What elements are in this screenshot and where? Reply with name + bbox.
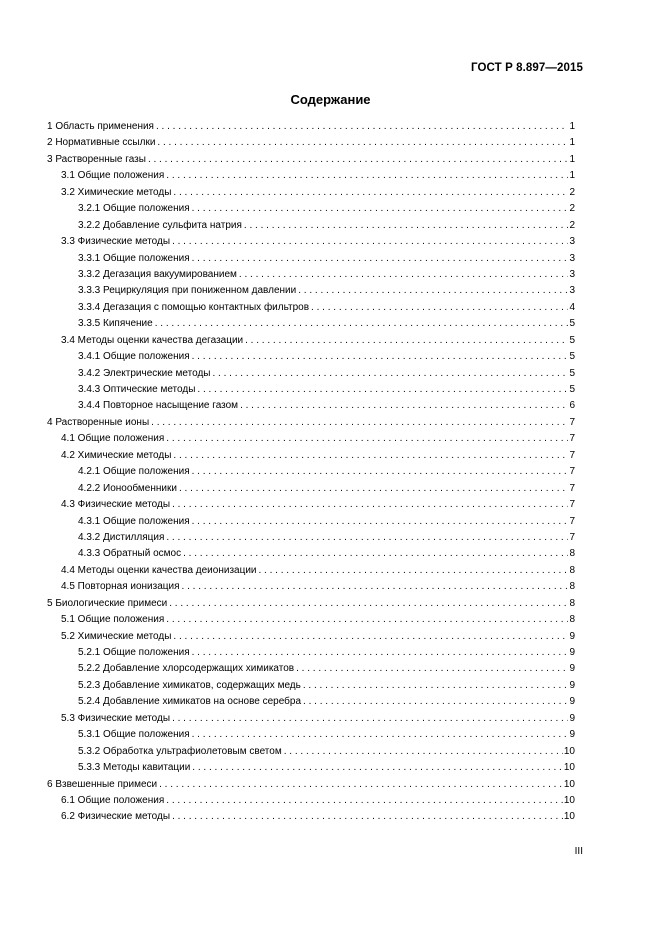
toc-entry-label: 3.2 Химические методы [61, 186, 172, 198]
toc-entry[interactable] [47, 727, 575, 743]
toc-entry-label: 4.3.3 Обратный осмос [78, 548, 182, 560]
toc-entry-page: 2 [569, 203, 575, 215]
toc-entry-page: 5 [569, 384, 575, 395]
toc-dot-leader [192, 727, 569, 743]
toc-entry-label: 6 Взвешенные примеси [47, 778, 158, 790]
toc-entry[interactable] [47, 530, 575, 546]
toc-entry-label: 4.2.1 Общие положения [78, 466, 190, 478]
toc-dot-leader [192, 645, 569, 661]
toc-entry-page: 7 [569, 482, 575, 494]
toc-entry[interactable] [47, 119, 575, 135]
toc-dot-leader [172, 497, 568, 513]
toc-entry[interactable] [47, 349, 575, 365]
toc-entry[interactable] [47, 464, 575, 480]
toc-dot-leader [155, 316, 569, 332]
toc-entry-label: 5.3.3 Методы кавитации [78, 762, 191, 774]
toc-dot-leader [173, 185, 568, 201]
toc-entry[interactable] [47, 168, 575, 184]
page-number: III [574, 846, 583, 857]
toc-entry[interactable] [47, 366, 575, 382]
toc-dot-leader [240, 398, 568, 414]
toc-entry-label: 4.3 Физические методы [61, 499, 171, 511]
table-of-contents [47, 119, 575, 826]
toc-entry[interactable] [47, 431, 575, 447]
toc-entry[interactable] [47, 645, 575, 661]
toc-dot-leader [173, 629, 568, 645]
toc-entry-page: 10 [563, 811, 575, 823]
toc-entry-page: 10 [563, 794, 575, 806]
toc-entry-page: 9 [569, 679, 575, 691]
toc-entry-label: 5.2.2 Добавление хлорсодержащих химикатов [78, 663, 295, 675]
toc-entry-page: 7 [569, 531, 575, 543]
toc-entry[interactable] [47, 711, 575, 727]
toc-entry-page: 1 [569, 170, 575, 182]
toc-dot-leader [183, 546, 568, 562]
toc-dot-leader [182, 579, 569, 595]
toc-entry[interactable] [47, 612, 575, 628]
toc-dot-leader [284, 744, 563, 760]
toc-entry-label: 3.3.1 Общие положения [78, 252, 190, 264]
toc-entry-page: 2 [569, 186, 575, 198]
toc-entry[interactable] [47, 629, 575, 645]
toc-entry-page: 7 [569, 466, 575, 478]
toc-entry-page: 3 [569, 285, 575, 297]
toc-entry[interactable] [47, 744, 575, 760]
toc-dot-leader [166, 612, 568, 628]
toc-dot-leader [151, 415, 568, 431]
toc-entry[interactable] [47, 563, 575, 579]
toc-entry-label: 3.4.4 Повторное насыщение газом [78, 400, 239, 412]
toc-entry[interactable] [47, 283, 575, 299]
toc-dot-leader [172, 234, 568, 250]
toc-entry-page: 9 [569, 729, 575, 741]
toc-entry-page: 8 [569, 564, 575, 576]
toc-entry-page: 9 [569, 663, 575, 675]
toc-entry-label: 5.1 Общие положения [61, 614, 165, 626]
toc-entry-label: 3 Растворенные газы [47, 153, 146, 165]
toc-entry[interactable] [47, 135, 575, 151]
toc-entry[interactable] [47, 777, 575, 793]
toc-title: Содержание [290, 92, 371, 107]
toc-entry-page: 9 [569, 712, 575, 724]
toc-entry[interactable] [47, 234, 575, 250]
toc-dot-leader [213, 366, 569, 382]
toc-entry-label: 2 Нормативные ссылки [47, 137, 156, 149]
toc-entry[interactable] [47, 579, 575, 595]
toc-entry[interactable] [47, 596, 575, 612]
toc-entry[interactable] [47, 661, 575, 677]
toc-dot-leader [157, 135, 568, 151]
toc-entry-page: 7 [569, 433, 575, 445]
toc-dot-leader [303, 678, 569, 694]
toc-entry[interactable] [47, 678, 575, 694]
document-code: ГОСТ Р 8.897—2015 [471, 62, 583, 74]
toc-dot-leader [245, 333, 568, 349]
toc-entry-label: 3.4.2 Электрические методы [78, 367, 211, 379]
toc-entry[interactable] [47, 760, 575, 776]
toc-entry[interactable] [47, 316, 575, 332]
toc-dot-leader [166, 431, 568, 447]
toc-entry-label: 3.3 Физические методы [61, 236, 171, 248]
toc-entry-page: 7 [569, 416, 575, 428]
toc-dot-leader [179, 481, 568, 497]
toc-entry-page: 5 [569, 351, 575, 363]
toc-dot-leader [298, 283, 568, 299]
toc-entry-page: 2 [569, 219, 575, 231]
toc-entry-page: 9 [569, 696, 575, 708]
toc-dot-leader [192, 514, 569, 530]
toc-entry[interactable] [47, 398, 575, 414]
toc-dot-leader [166, 793, 563, 809]
toc-entry-label: 5.3.2 Обработка ультрафиолетовым светом [78, 745, 282, 757]
toc-dot-leader [172, 711, 568, 727]
toc-entry-label: 6.1 Общие положения [61, 794, 165, 806]
toc-entry-page: 3 [569, 236, 575, 248]
toc-entry-label: 4.3.2 Дистилляция [78, 531, 165, 543]
toc-entry-page: 8 [569, 548, 575, 560]
toc-entry-label: 4 Растворенные ионы [47, 416, 150, 428]
toc-entry-label: 4.4 Методы оценки качества деионизации [61, 564, 257, 576]
toc-entry-page: 5 [569, 367, 575, 379]
toc-entry-page: 10 [563, 778, 575, 790]
toc-entry[interactable] [47, 218, 575, 234]
toc-dot-leader [172, 809, 563, 825]
toc-entry-label: 5.2 Химические методы [61, 630, 172, 642]
toc-entry-page: 5 [569, 334, 575, 346]
toc-dot-leader [259, 563, 569, 579]
toc-entry-page: 8 [569, 614, 575, 626]
toc-entry-page: 5 [569, 318, 575, 330]
toc-entry[interactable] [47, 497, 575, 513]
toc-entry-label: 4.2.2 Ионообменники [78, 482, 177, 494]
toc-entry-label: 3.4.3 Оптические методы [78, 384, 196, 395]
toc-entry[interactable] [47, 546, 575, 562]
toc-entry-page: 7 [569, 515, 575, 527]
toc-entry-page: 7 [569, 449, 575, 461]
toc-dot-leader [156, 119, 568, 135]
toc-entry-label: 3.2.2 Добавление сульфита натрия [78, 219, 242, 231]
toc-entry[interactable] [47, 809, 575, 825]
toc-entry-label: 5.3.1 Общие положения [78, 729, 190, 741]
toc-entry-label: 5.3 Физические методы [61, 712, 171, 724]
toc-entry-page: 3 [569, 268, 575, 280]
toc-entry-page: 4 [569, 301, 575, 313]
toc-entry-page: 7 [569, 499, 575, 511]
toc-entry-label: 3.4 Методы оценки качества дегазации [61, 334, 244, 346]
toc-dot-leader [303, 694, 568, 710]
toc-dot-leader [197, 382, 568, 398]
toc-entry-page: 3 [569, 252, 575, 264]
toc-dot-leader [173, 448, 568, 464]
toc-entry[interactable] [47, 201, 575, 217]
toc-entry[interactable] [47, 793, 575, 809]
toc-entry-page: 1 [569, 121, 575, 132]
toc-dot-leader [159, 777, 563, 793]
toc-dot-leader [244, 218, 569, 234]
toc-entry-label: 5.2.1 Общие положения [78, 647, 190, 658]
toc-entry-page: 9 [569, 630, 575, 642]
toc-entry-page: 10 [563, 745, 575, 757]
toc-entry-label: 4.2 Химические методы [61, 449, 172, 461]
toc-entry-label: 5 Биологические примеси [47, 597, 168, 609]
toc-entry-label: 4.1 Общие положения [61, 433, 165, 445]
toc-entry-page: 6 [569, 400, 575, 412]
toc-entry-label: 4.5 Повторная ионизация [61, 581, 180, 593]
toc-entry-label: 3.1 Общие положения [61, 170, 165, 182]
toc-entry-page: 1 [569, 137, 575, 149]
toc-entry[interactable] [47, 300, 575, 316]
toc-entry-label: 3.3.2 Дегазация вакуумированием [78, 268, 237, 280]
toc-entry-label: 6.2 Физические методы [61, 811, 171, 823]
toc-entry[interactable] [47, 514, 575, 530]
toc-entry[interactable] [47, 152, 575, 168]
toc-dot-leader [166, 530, 568, 546]
toc-entry-label: 3.3.4 Дегазация с помощью контактных фильтров [78, 301, 310, 313]
toc-dot-leader [192, 251, 569, 267]
toc-entry[interactable] [47, 694, 575, 710]
toc-entry[interactable] [47, 185, 575, 201]
toc-entry[interactable] [47, 333, 575, 349]
toc-entry[interactable] [47, 448, 575, 464]
toc-entry-page: 8 [569, 597, 575, 609]
toc-entry[interactable] [47, 382, 575, 398]
toc-dot-leader [192, 760, 563, 776]
toc-entry-label: 3.2.1 Общие положения [78, 203, 190, 215]
toc-entry-page: 9 [569, 647, 575, 658]
toc-entry-label: 3.4.1 Общие положения [78, 351, 190, 363]
toc-dot-leader [311, 300, 568, 316]
toc-entry-label: 4.3.1 Общие положения [78, 515, 190, 527]
toc-entry-page: 10 [563, 762, 575, 774]
toc-dot-leader [166, 168, 568, 184]
toc-entry-label: 3.3.3 Рециркуляция при пониженном давлении [78, 285, 297, 297]
toc-entry-label: 5.2.3 Добавление химикатов, содержащих медь [78, 679, 301, 691]
toc-entry-label: 3.3.5 Кипячение [78, 318, 153, 330]
toc-dot-leader [192, 201, 569, 217]
toc-entry-page: 1 [569, 153, 575, 165]
toc-dot-leader [148, 152, 569, 168]
toc-dot-leader [192, 464, 569, 480]
toc-entry-page: 8 [569, 581, 575, 593]
toc-entry[interactable] [47, 481, 575, 497]
toc-dot-leader [239, 267, 569, 283]
toc-entry-label: 1 Область применения [47, 121, 154, 132]
toc-entry[interactable] [47, 415, 575, 431]
toc-entry[interactable] [47, 267, 575, 283]
toc-entry-label: 5.2.4 Добавление химикатов на основе серебра [78, 696, 302, 708]
toc-entry[interactable] [47, 251, 575, 267]
toc-dot-leader [192, 349, 569, 365]
toc-dot-leader [296, 661, 568, 677]
toc-dot-leader [169, 596, 568, 612]
